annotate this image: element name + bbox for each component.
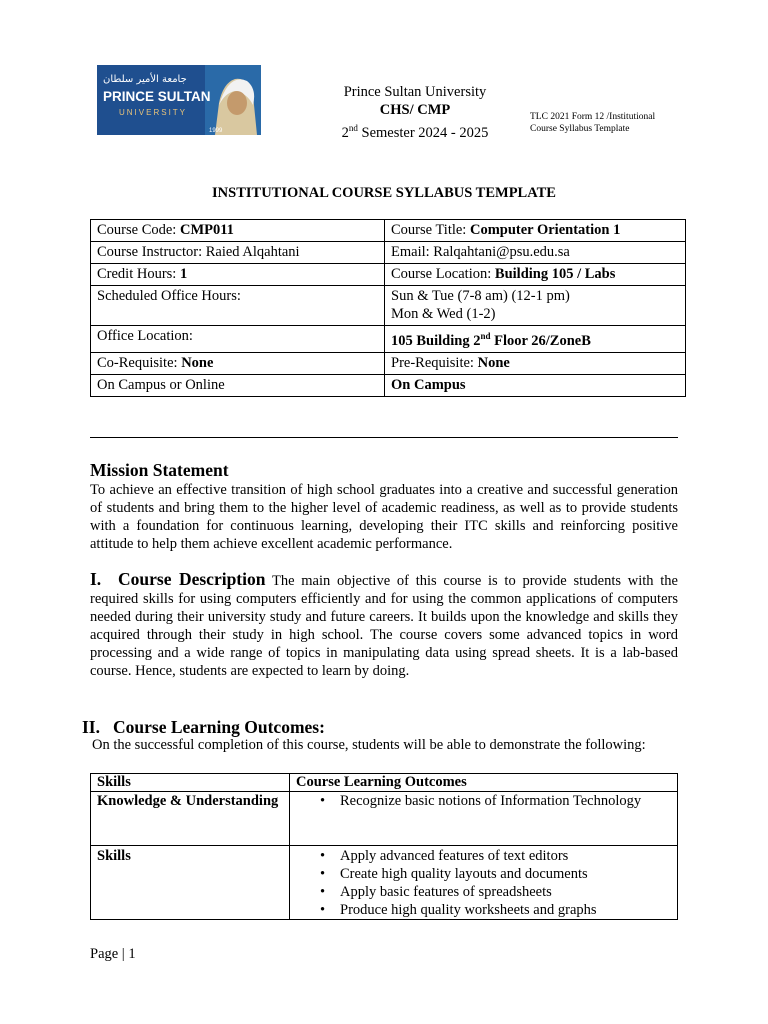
credit-hours-cell: Credit Hours: 1 <box>91 264 385 286</box>
department-name: CHS/ CMP <box>379 102 451 118</box>
list-item: • Recognize basic notions of Information Technology <box>340 792 671 810</box>
table-row <box>91 352 686 374</box>
form-reference: TLC 2021 Form 12 /Institutional Course Syllabus Template <box>530 112 656 134</box>
clo-intro: On the successful completion of this course, students will be able to demonstrate the following: <box>92 737 646 753</box>
table-row <box>91 242 686 264</box>
outcomes-cell <box>290 846 678 920</box>
office-hours-label-cell: Scheduled Office Hours: <box>91 286 385 326</box>
prerequisite-cell: Pre-Requisite: None <box>385 352 686 374</box>
clo-table <box>90 773 678 920</box>
mission-heading: Mission Statement <box>90 460 229 480</box>
logo-subtitle: UNIVERSITY <box>119 108 188 117</box>
clo-heading: II. Course Learning Outcomes: <box>82 717 325 737</box>
logo-year: 1999 <box>209 128 223 134</box>
logo-name: PRINCE SULTAN <box>103 89 211 104</box>
header-center-block <box>300 83 530 142</box>
course-code-cell: Course Code: CMP011 <box>91 220 385 242</box>
outcomes-cell <box>290 792 678 846</box>
table-row <box>91 846 678 920</box>
office-location-cell: 105 Building 2nd Floor 26/ZoneB <box>385 326 686 353</box>
course-info-table <box>90 219 686 397</box>
course-title-cell: Course Title: Computer Orientation 1 <box>385 220 686 242</box>
list-item: • Create high quality layouts and documents <box>340 865 671 883</box>
document-title: INSTITUTIONAL COURSE SYLLABUS TEMPLATE <box>212 185 556 201</box>
course-location-cell: Course Location: Building 105 / Labs <box>385 264 686 286</box>
office-hours-cell: Sun & Tue (7-8 am) (12-1 pm) Mon & Wed (1-2) <box>385 286 686 326</box>
course-description-text: The main objective of this course is to provide students with the required skills for using computers efficiently and for using the common applications of computers needed during their university study and future careers. It builds upon the knowledge and skills they acquired through their study in high school. The course covers some advanced topics in word processing and a wide range of topics in manipulating data using spread sheets. It is a lab-based course. Hence, students are expected to learn by doing. <box>90 573 678 679</box>
horizontal-divider <box>90 437 678 438</box>
list-item: • Apply basic features of spreadsheets <box>340 883 671 901</box>
mission-text: To achieve an effective transition of high school graduates into a creative and successful generation of students and bring them to the higher level of academic readiness, as well as to provide students with a foundation for continuous learning, developing their ITC skills and reinforcing positive attitude to help them achieve excellent academic performance. <box>90 482 678 552</box>
delivery-mode-label-cell: On Campus or Online <box>91 374 385 396</box>
delivery-mode-cell: On Campus <box>385 374 686 396</box>
semester-line: 2nd Semester 2024 - 2025 <box>341 123 489 141</box>
university-name: Prince Sultan University <box>343 84 487 100</box>
column-header-skills: Skills <box>91 774 290 792</box>
office-location-label-cell: Office Location: <box>91 326 385 353</box>
table-row <box>91 220 686 242</box>
course-description-heading: I. Course Description <box>90 569 266 589</box>
instructor-cell: Course Instructor: Raied Alqahtani <box>91 242 385 264</box>
page-number: Page | 1 <box>90 946 136 962</box>
course-description <box>90 570 678 680</box>
logo-arabic-text: جامعة الأمير سلطان <box>103 74 187 85</box>
email-cell: Email: Ralqahtani@psu.edu.sa <box>385 242 686 264</box>
table-row <box>91 792 678 846</box>
category-cell: Skills <box>91 846 290 920</box>
list-item: • Apply advanced features of text editors <box>340 847 671 865</box>
category-cell: Knowledge & Understanding <box>91 792 290 846</box>
list-item: • Produce high quality worksheets and graphs <box>340 901 671 919</box>
table-row <box>91 326 686 353</box>
column-header-outcomes: Course Learning Outcomes <box>290 774 678 792</box>
table-row <box>91 286 686 326</box>
corequisite-cell: Co-Requisite: None <box>91 352 385 374</box>
table-header-row <box>91 774 678 792</box>
table-row <box>91 374 686 396</box>
university-logo <box>97 65 261 135</box>
table-row <box>91 264 686 286</box>
